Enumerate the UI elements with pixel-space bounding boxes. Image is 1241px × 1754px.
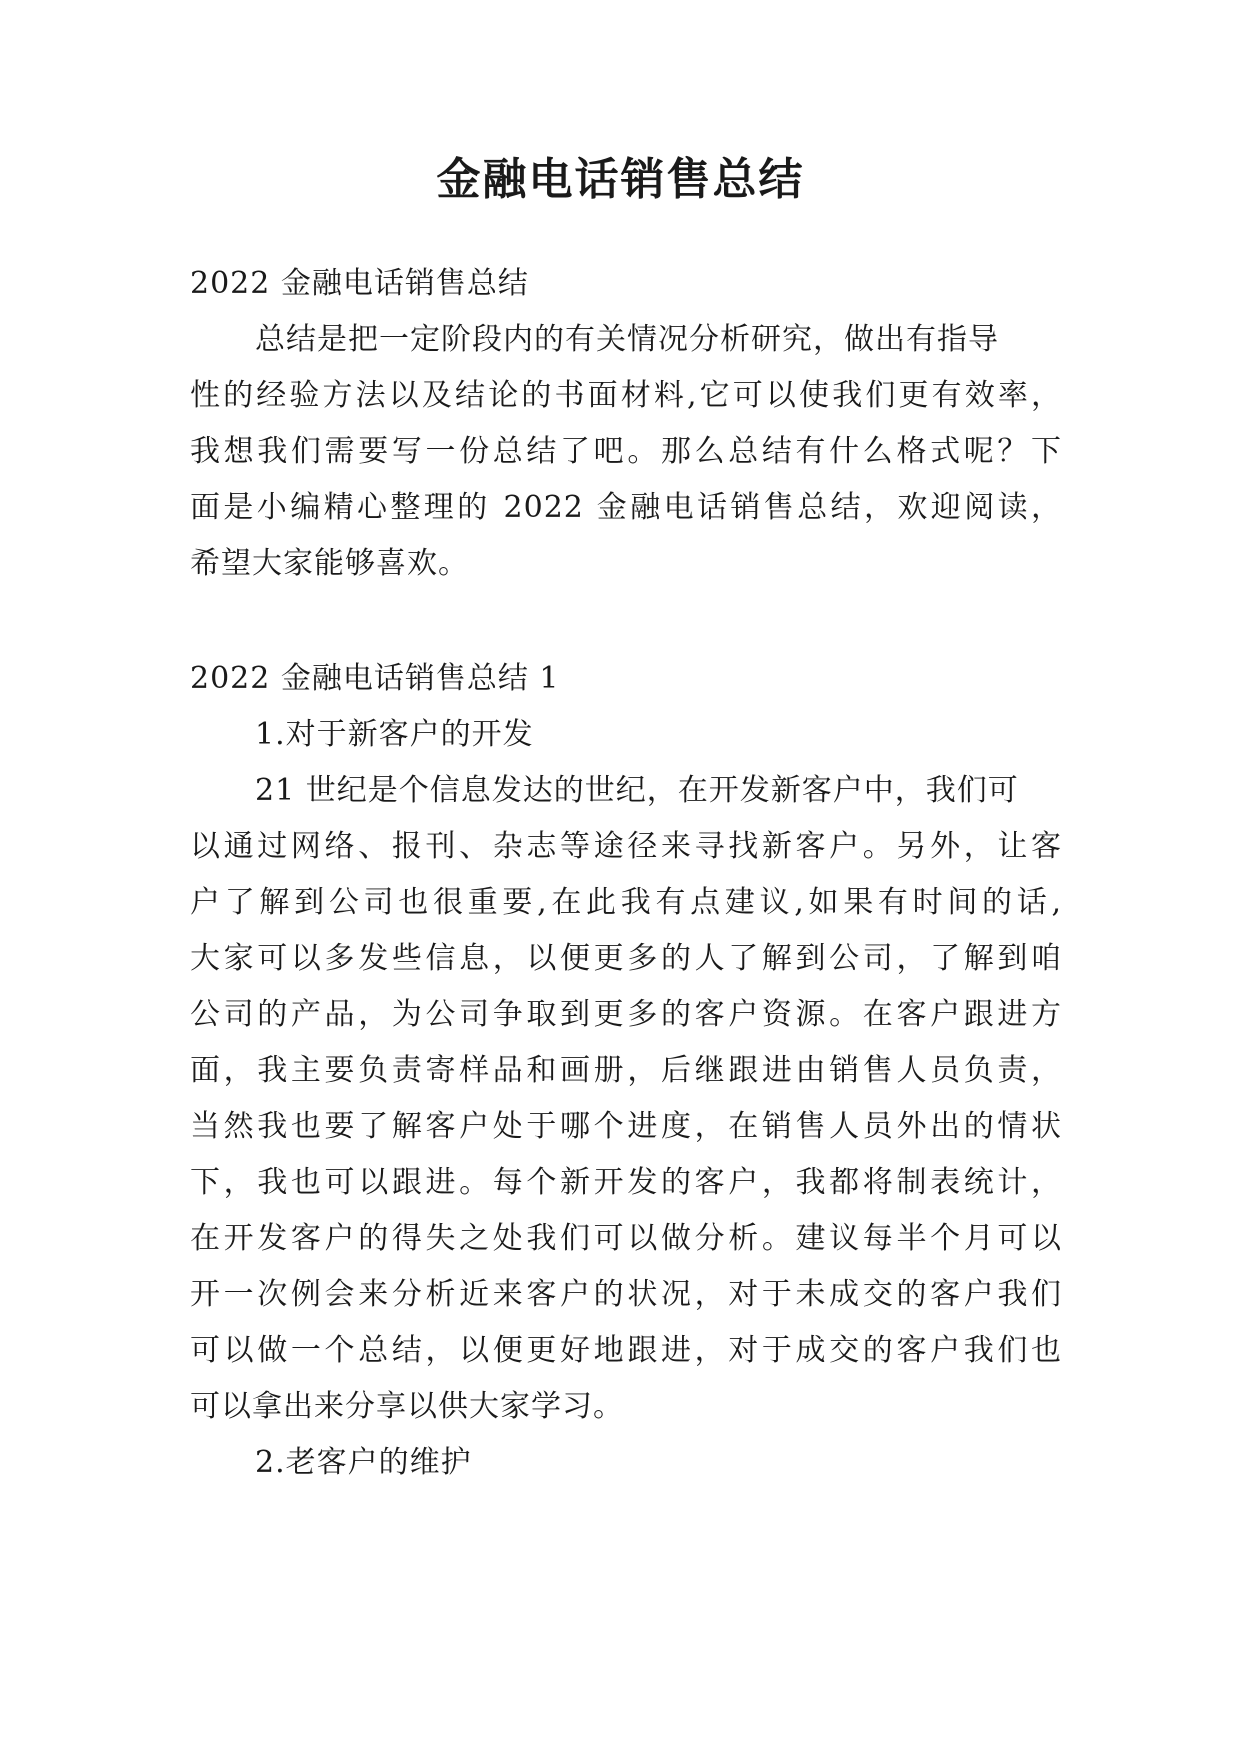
- point1-paragraph-line: 大家可以多发些信息，以便更多的人了解到公司，了解到咱: [190, 941, 1062, 976]
- intro-paragraph-line: 性的经验方法以及结论的书面材料,它可以使我们更有效率，: [190, 378, 1062, 413]
- point1-paragraph-line: 当然我也要了解客户处于哪个进度，在销售人员外出的情状: [190, 1109, 1062, 1144]
- point1-paragraph-line: 公司的产品，为公司争取到更多的客户资源。在客户跟进方: [190, 997, 1062, 1032]
- point1-paragraph-line: 可以做一个总结，以便更好地跟进，对于成交的客户我们也: [190, 1333, 1062, 1368]
- point1-paragraph-line: 面，我主要负责寄样品和画册，后继跟进由销售人员负责，: [190, 1053, 1062, 1088]
- point1-paragraph-line: 在开发客户的得失之处我们可以做分析。建议每半个月可以: [190, 1221, 1062, 1256]
- point1-paragraph-line: 下，我也可以跟进。每个新开发的客户，我都将制表统计，: [190, 1165, 1062, 1200]
- intro-paragraph-line: 我想我们需要写一份总结了吧。那么总结有什么格式呢？下: [190, 434, 1062, 469]
- intro-paragraph-line: 希望大家能够喜欢。: [190, 546, 469, 581]
- point1-paragraph-line: 可以拿出来分享以供大家学习。: [190, 1389, 624, 1424]
- section-heading: 2022 金融电话销售总结 1: [190, 661, 560, 696]
- point1-paragraph-line: 以通过网络、报刊、杂志等途径来寻找新客户。另外，让客: [190, 829, 1062, 864]
- intro-paragraph-line: 总结是把一定阶段内的有关情况分析研究，做出有指导: [255, 322, 999, 357]
- intro-paragraph-line: 面是小编精心整理的 2022 金融电话销售总结，欢迎阅读，: [190, 490, 1062, 525]
- point1-paragraph-line: 21 世纪是个信息发达的世纪，在开发新客户中，我们可: [255, 773, 1019, 808]
- point-heading: 1.对于新客户的开发: [255, 717, 534, 752]
- document-title: 金融电话销售总结: [436, 154, 805, 205]
- point1-paragraph-line: 户了解到公司也很重要,在此我有点建议,如果有时间的话,: [190, 885, 1062, 920]
- intro-heading: 2022 金融电话销售总结: [190, 266, 529, 301]
- point-heading: 2.老客户的维护: [255, 1445, 472, 1480]
- point1-paragraph-line: 开一次例会来分析近来客户的状况，对于未成交的客户我们: [190, 1277, 1062, 1312]
